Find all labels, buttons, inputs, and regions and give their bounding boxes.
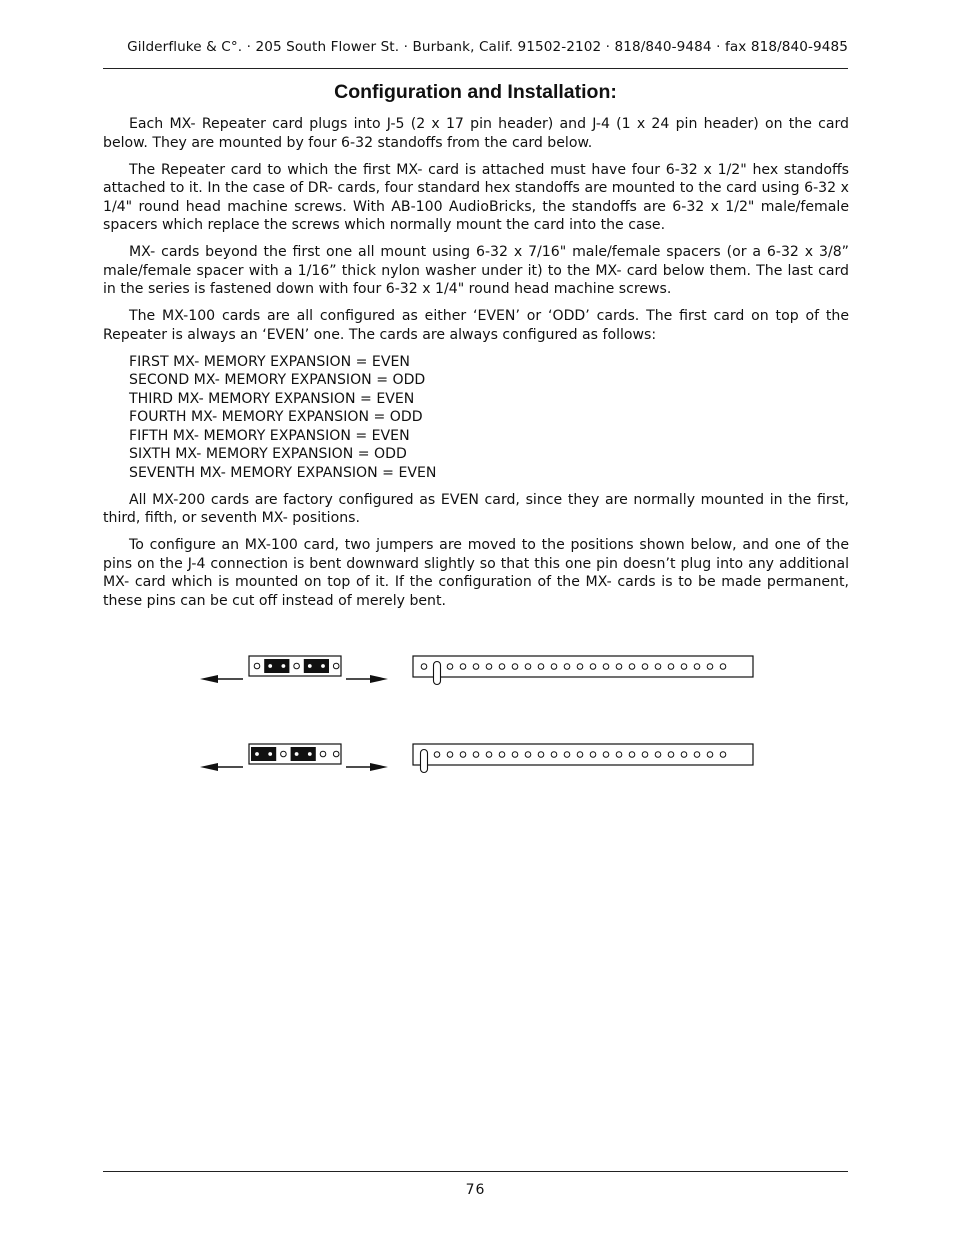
header-pin bbox=[694, 664, 700, 670]
header-pin bbox=[564, 664, 570, 670]
paragraph: The MX-100 cards are all configured as either ‘EVEN’ or ‘ODD’ cards. The first card on top of the Repeater is always an ‘EVEN’ one. The cards are always configured as follows: bbox=[103, 308, 849, 343]
header-pin bbox=[668, 664, 674, 670]
header-pin bbox=[590, 752, 596, 758]
header-pin bbox=[473, 664, 479, 670]
header-pin bbox=[499, 664, 505, 670]
paragraph: Each MX- Repeater card plugs into J-5 (2 x 17 pin header) and J-4 (1 x 24 pin header) on the card below. They are mounted by four 6-32 standoffs from the card below. bbox=[103, 116, 849, 151]
page-number: 76 bbox=[465, 1182, 486, 1198]
header-pin bbox=[616, 752, 622, 758]
list-item: THIRD MX- MEMORY EXPANSION = EVEN bbox=[129, 390, 415, 407]
arrow-right-icon bbox=[370, 675, 388, 683]
paragraph: The Repeater card to which the first MX- card is attached must have four 6-32 x 1/2" hex standoffs attached to it. In the case of DR- cards, four standard hex standoffs are mounted to the card using 6-32 x 1/4" round head machine screws. With AB-100 AudioBricks, the standoffs are 6-32 x 1/2" male/female spacers which replace the screws which normally mount the card into the case. bbox=[103, 161, 849, 233]
header-pin bbox=[655, 664, 661, 670]
list-item: FIRST MX- MEMORY EXPANSION = EVEN bbox=[129, 353, 410, 370]
paragraph: All MX-200 cards are factory configured as EVEN card, since they are normally mounted in the first, third, fifth, or seventh MX- positions. bbox=[103, 491, 849, 526]
jumper-pin bbox=[308, 752, 312, 756]
jumper-cap bbox=[251, 747, 276, 761]
header-pin bbox=[642, 664, 648, 670]
list-item: SIXTH MX- MEMORY EXPANSION = ODD bbox=[129, 446, 407, 462]
header-pin bbox=[434, 752, 440, 758]
header-phone: 818/840-9484 bbox=[614, 39, 712, 55]
jumper-pin bbox=[308, 664, 312, 668]
list-item: SEVENTH MX- MEMORY EXPANSION = EVEN bbox=[129, 464, 437, 481]
jumper-cap bbox=[304, 659, 329, 673]
header-pin bbox=[421, 664, 427, 670]
list-item: FOURTH MX- MEMORY EXPANSION = ODD bbox=[129, 409, 423, 425]
jumper-cap bbox=[264, 659, 289, 673]
header-separator: · bbox=[711, 39, 725, 55]
header-pin bbox=[551, 664, 557, 670]
header-pin bbox=[460, 664, 466, 670]
header-pin bbox=[642, 752, 648, 758]
arrow-left-icon bbox=[200, 675, 218, 683]
header-pin bbox=[486, 752, 492, 758]
header-pin bbox=[681, 664, 687, 670]
header-pin bbox=[525, 752, 531, 758]
bent-pin bbox=[421, 750, 428, 773]
header-pin bbox=[603, 752, 609, 758]
header-pin bbox=[629, 752, 635, 758]
bent-pin bbox=[434, 662, 441, 685]
list-item: FIFTH MX- MEMORY EXPANSION = EVEN bbox=[129, 427, 410, 444]
header-company: Gilderfluke & C°. bbox=[127, 39, 243, 55]
header-pin bbox=[486, 664, 492, 670]
header-pin bbox=[720, 752, 726, 758]
header-fax: fax 818/840-9485 bbox=[724, 39, 848, 55]
header-pin bbox=[720, 664, 726, 670]
header-pin bbox=[681, 752, 687, 758]
header-pin bbox=[460, 752, 466, 758]
header-pin bbox=[538, 664, 544, 670]
jumper-pin bbox=[333, 663, 339, 669]
header-pin bbox=[603, 664, 609, 670]
jumper-cap bbox=[291, 747, 316, 761]
header-pin bbox=[564, 752, 570, 758]
header-pin bbox=[590, 664, 596, 670]
jumper-pin bbox=[320, 751, 326, 757]
footer-rule bbox=[103, 1171, 848, 1172]
header-pin bbox=[616, 664, 622, 670]
arrow-right-icon bbox=[370, 763, 388, 771]
header-pin bbox=[707, 752, 713, 758]
header-pin bbox=[512, 664, 518, 670]
header-pin bbox=[473, 752, 479, 758]
header-separator: · bbox=[601, 39, 615, 55]
header-pin bbox=[707, 664, 713, 670]
header-pin bbox=[447, 752, 453, 758]
header-pin bbox=[512, 752, 518, 758]
header-pin bbox=[525, 664, 531, 670]
header-pin bbox=[499, 752, 505, 758]
header-pin bbox=[694, 752, 700, 758]
jumper-pin bbox=[295, 752, 299, 756]
header-pin bbox=[668, 752, 674, 758]
header-pin bbox=[577, 664, 583, 670]
jumper-pin bbox=[268, 752, 272, 756]
jumper-pin bbox=[268, 664, 272, 668]
section-title: Configuration and Installation: bbox=[334, 81, 617, 103]
jumper-pin bbox=[255, 752, 259, 756]
paragraph: MX- cards beyond the first one all mount using 6-32 x 7/16" male/female spacers (or a 6-32 x 3/8” male/female spacer with a 1/16” thick nylon washer under it) to the MX- card below them. The last card in the series is fastened down with four 6-32 x 1/4" round head machine screws. bbox=[103, 244, 849, 297]
header-city: Burbank, Calif. 91502-2102 bbox=[412, 39, 602, 55]
header-pin bbox=[655, 752, 661, 758]
jumper-pin bbox=[294, 663, 300, 669]
header-pin bbox=[447, 664, 453, 670]
header-separator: · bbox=[242, 39, 256, 55]
header-pin bbox=[577, 752, 583, 758]
paragraph: To configure an MX-100 card, two jumpers are moved to the positions shown below, and one of the pins on the J-4 connection is bent downward slightly so that this one pin doesn’t plug into any additional MX- card which is mounted on top of it. If the configuration of the MX- cards is to be made permanent, these pins can be cut off instead of merely bent. bbox=[103, 537, 849, 609]
jumper-pin bbox=[321, 664, 325, 668]
header-separator: · bbox=[399, 39, 413, 55]
jumper-pin bbox=[333, 751, 339, 757]
jumper-pin bbox=[254, 663, 260, 669]
header-address: 205 South Flower St. bbox=[255, 39, 400, 55]
jumper-pin bbox=[281, 751, 287, 757]
list-item: SECOND MX- MEMORY EXPANSION = ODD bbox=[129, 372, 426, 388]
jumper-pin bbox=[282, 664, 286, 668]
header-pin bbox=[551, 752, 557, 758]
arrow-left-icon bbox=[200, 763, 218, 771]
header-pin bbox=[538, 752, 544, 758]
header-pin bbox=[629, 664, 635, 670]
